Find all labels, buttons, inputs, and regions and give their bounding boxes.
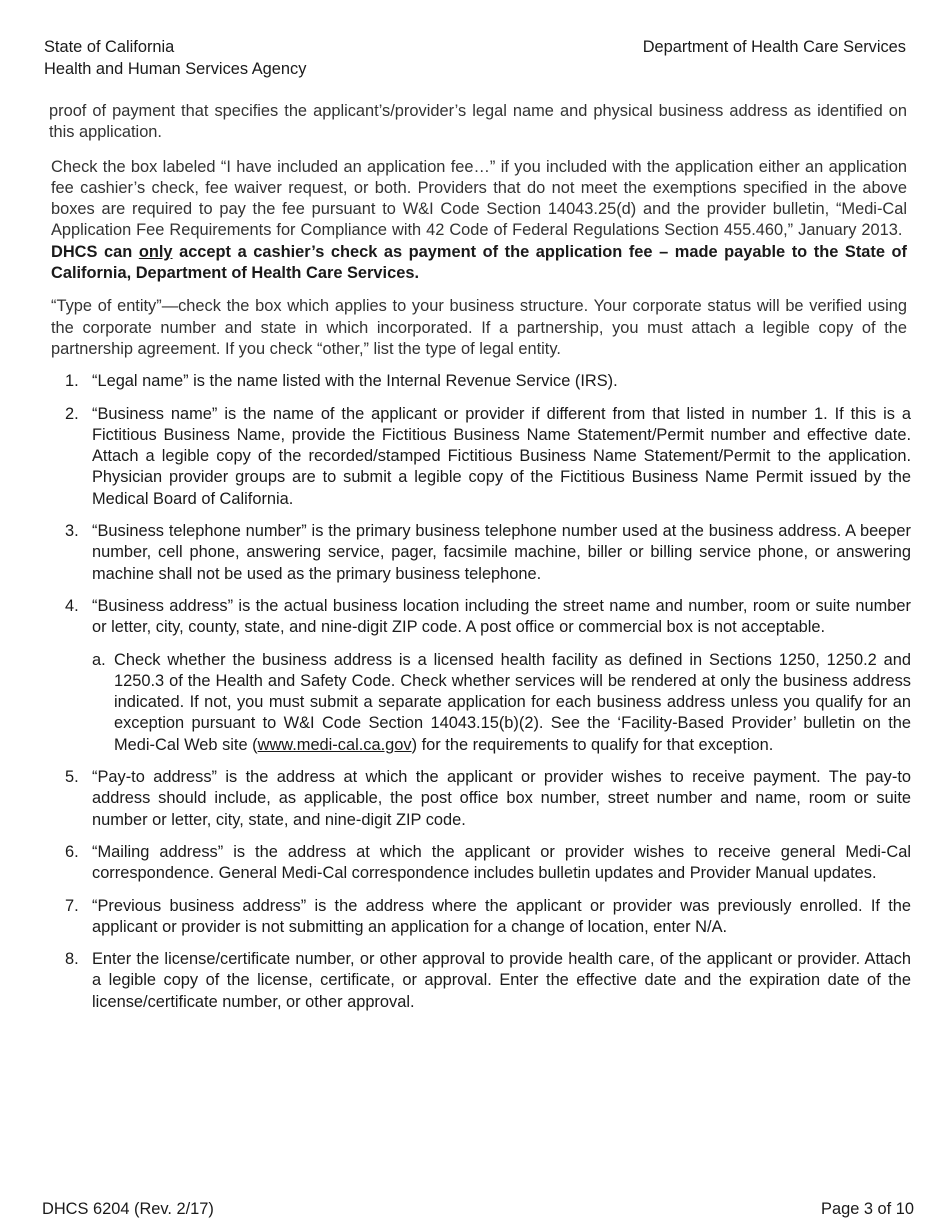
item-text: “Previous business address” is the address where the applicant or provider was previously enrolled. If the applicant or provider is not submitting an application for a change of location, enter N/A.	[92, 896, 911, 936]
item-text: “Business address” is the actual business location including the street name and number, room or suite number or letter, city, county, state, and nine-digit ZIP code. A post office or commercial box is not acceptable.	[92, 596, 911, 637]
agency-block	[44, 37, 306, 80]
instructions-list	[49, 371, 911, 1013]
fee-text: Check the box labeled “I have included an application fee…” if you included with the application either an application fee cashier’s check, fee waiver request, or both. Providers that do not meet the exemptions specified in the above boxes are required to pay the fee pursuant to W&I Code Section 14043.25(d) and the provider bulletin, “Medi-Cal Application Fee Requirements for Compliance with 42 Code of Federal Regulations Section 455.460,” January 2013.	[51, 157, 907, 240]
department-name: Department of Health Care Services	[642, 38, 906, 56]
paragraph-proof-of-payment: proof of payment that specifies the applicant’s/provider’s legal name and physical business address as identified on this application.	[49, 102, 907, 142]
list-item	[49, 949, 911, 1013]
sub-item-4a	[92, 650, 911, 756]
fee-bold-after: accept a cashier’s check as payment of the application fee – made payable to the State of California, Department of Health Care Services.	[51, 242, 907, 283]
paragraph-application-fee	[51, 157, 907, 285]
item-number: 6.	[65, 842, 79, 861]
item-text: “Legal name” is the name listed with the Internal Revenue Service (IRS).	[92, 372, 618, 391]
sub-item-letter: a.	[92, 650, 106, 669]
item-text: “Mailing address” is the address at which the applicant or provider wishes to receive general Medi-Cal correspondence. General Medi-Cal correspondence includes bulletin updates and Provider Manual updates.	[92, 842, 911, 883]
medi-cal-link[interactable]: www.medi-cal.ca.gov	[257, 735, 412, 754]
page-content	[49, 101, 911, 1024]
item-text: Enter the license/certificate number, or other approval to provide health care, of the applicant or provider. Attach a legible copy of the license, certificate, or approval. Enter the effective date and the expiration date of the license/certificate number, or other approval.	[92, 950, 911, 1011]
list-item	[49, 767, 911, 831]
fee-bold-only: only	[138, 242, 173, 261]
paragraph-type-of-entity: “Type of entity”—check the box which applies to your business structure. Your corporate status will be verified using the corporate number and state in which incorporated. If a partnership, you must attach a legible copy of the partnership agreement. If you check “other,” list the type of legal entity.	[51, 297, 907, 358]
fee-bold-before: DHCS can	[51, 242, 133, 261]
form-number: DHCS 6204 (Rev. 2/17)	[42, 1200, 214, 1218]
list-item	[49, 596, 911, 756]
page-header	[44, 37, 906, 83]
item-text: “Pay-to address” is the address at which the applicant or provider wishes to receive payment. The pay-to address should include, as applicable, the post office box number, street number and name, room or suite number or letter, city, state, and nine-digit ZIP code.	[92, 768, 911, 829]
item-number: 1.	[65, 372, 79, 391]
item-number: 5.	[65, 768, 79, 787]
list-item	[49, 521, 911, 585]
page-footer	[42, 1199, 914, 1221]
list-item	[49, 896, 911, 939]
item-text: “Business name” is the name of the applicant or provider if different from that listed in number 1. If this is a Fictitious Business Name, provide the Fictitious Business Name Statement/Permit number and effective date. Attach a legible copy of the recorded/stamped Fictitious Business Name Statement/Permit to the application. Physician provider groups are to submit a legible copy of the Fictitious Business Name Permit issued by the Medical Board of California.	[92, 404, 911, 508]
item-text: “Business telephone number” is the primary business telephone number used at the business address. A beeper number, cell phone, answering service, pager, facsimile machine, biller or billing service phone, or answering machine shall not be used as the primary business telephone.	[92, 522, 911, 583]
sub-item-text-before: Check whether the business address is a licensed health facility as defined in Sections 1250, 1250.2 and 1250.3 of the Health and Safety Code. Check whether services will be rendered at only the business address indicated. If not, you must submit a separate application for each business address unless you qualify for an exception pursuant to W&I Code Section 14043.15(b)(2). See the ‘Facility-Based Provider’ bulletin on the Medi-Cal Web site (	[114, 650, 911, 754]
item-number: 2.	[65, 404, 79, 423]
list-item	[49, 842, 911, 885]
agency-name: Health and Human Services Agency	[44, 59, 307, 78]
item-number: 8.	[65, 950, 79, 969]
item-number: 3.	[65, 522, 79, 541]
sub-item-text-after: ) for the requirements to qualify for that exception.	[411, 735, 774, 754]
list-item	[49, 371, 911, 392]
item-number: 4.	[65, 596, 79, 615]
state-name: State of California	[44, 38, 175, 56]
item-number: 7.	[65, 896, 79, 915]
page-number: Page 3 of 10	[821, 1200, 914, 1218]
list-item	[49, 404, 911, 510]
